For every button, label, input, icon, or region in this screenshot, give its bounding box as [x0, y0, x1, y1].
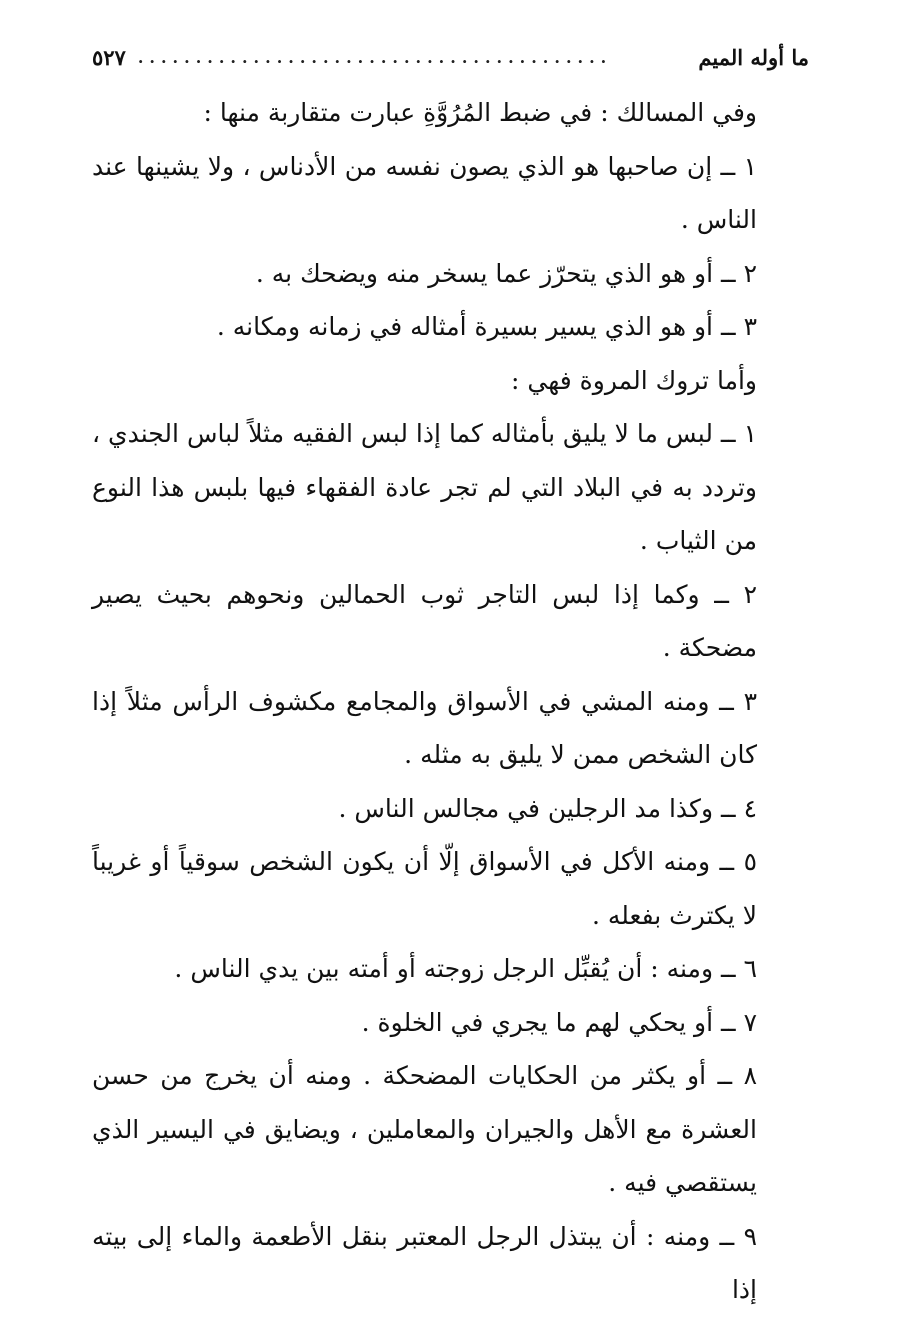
paragraph-subheading: وأما تروك المروة فهي : [511, 365, 757, 395]
paragraph-item-2b: ٢ ــ وكما إذا لبس التاجر ثوب الحمالين ونحوهم بحيث يصير مضحكة . [92, 579, 757, 662]
paragraph-item-7b: ٧ ــ أو يحكي لهم ما يجري في الخلوة . [361, 1007, 757, 1037]
paragraph-item-3b: ٣ ــ ومنه المشي في الأسواق والمجامع مكشوف الرأس مثلاً إذا كان الشخص ممن لا يليق به مثله . [92, 686, 757, 769]
paragraph-item-4b: ٤ ــ وكذا مد الرجلين في مجالس الناس . [338, 793, 757, 823]
page-number: ٥٢٧ [92, 44, 126, 70]
paragraph-item-9b: ٩ ــ ومنه : أن يبتذل الرجل المعتبر بنقل الأطعمة والماء إلى بيته إذا [92, 1221, 757, 1304]
running-header [92, 40, 809, 74]
paragraph-item-1b: ١ ــ لبس ما لا يليق بأمثاله كما إذا لبس الفقيه مثلاً لباس الجندي ، وتردد به في البلاد التي لم تجر عادة الفقهاء فيها بلبس هذا النوع من الثياب . [92, 419, 757, 555]
leader-dots: ......................................... [137, 47, 613, 67]
paragraph-item-1: ١ ــ إن صاحبها هو الذي يصون نفسه من الأدناس ، ولا يشينها عند الناس . [92, 151, 757, 234]
chapter-title: ما أوله الميم [698, 44, 809, 70]
paragraph-item-5b: ٥ ــ ومنه الأكل في الأسواق إلّا أن يكون الشخص سوقياً أو غريباً لا يكترث بفعله . [92, 847, 757, 930]
paragraph-item-8b: ٨ ــ أو يكثر من الحكايات المضحكة . ومنه أن يخرج من حسن العشرة مع الأهل والجيران والمعاملين ، ويضايق في اليسير الذي يستقصي فيه . [92, 1061, 757, 1197]
body-text [92, 86, 809, 1317]
paragraph-item-6b: ٦ ــ ومنه : أن يُقبِّل الرجل زوجته أو أمته بين يدي الناس . [174, 954, 757, 983]
paragraph-item-2: ٢ ــ أو هو الذي يتحرّز عما يسخر منه ويضحك به . [255, 258, 757, 288]
paragraph-intro: وفي المسالك : في ضبط المُرُوَّةِ عبارت متقاربة منها : [203, 98, 757, 127]
paragraph-item-3: ٣ ــ أو هو الذي يسير بسيرة أمثاله في زمانه ومكانه . [216, 312, 757, 341]
